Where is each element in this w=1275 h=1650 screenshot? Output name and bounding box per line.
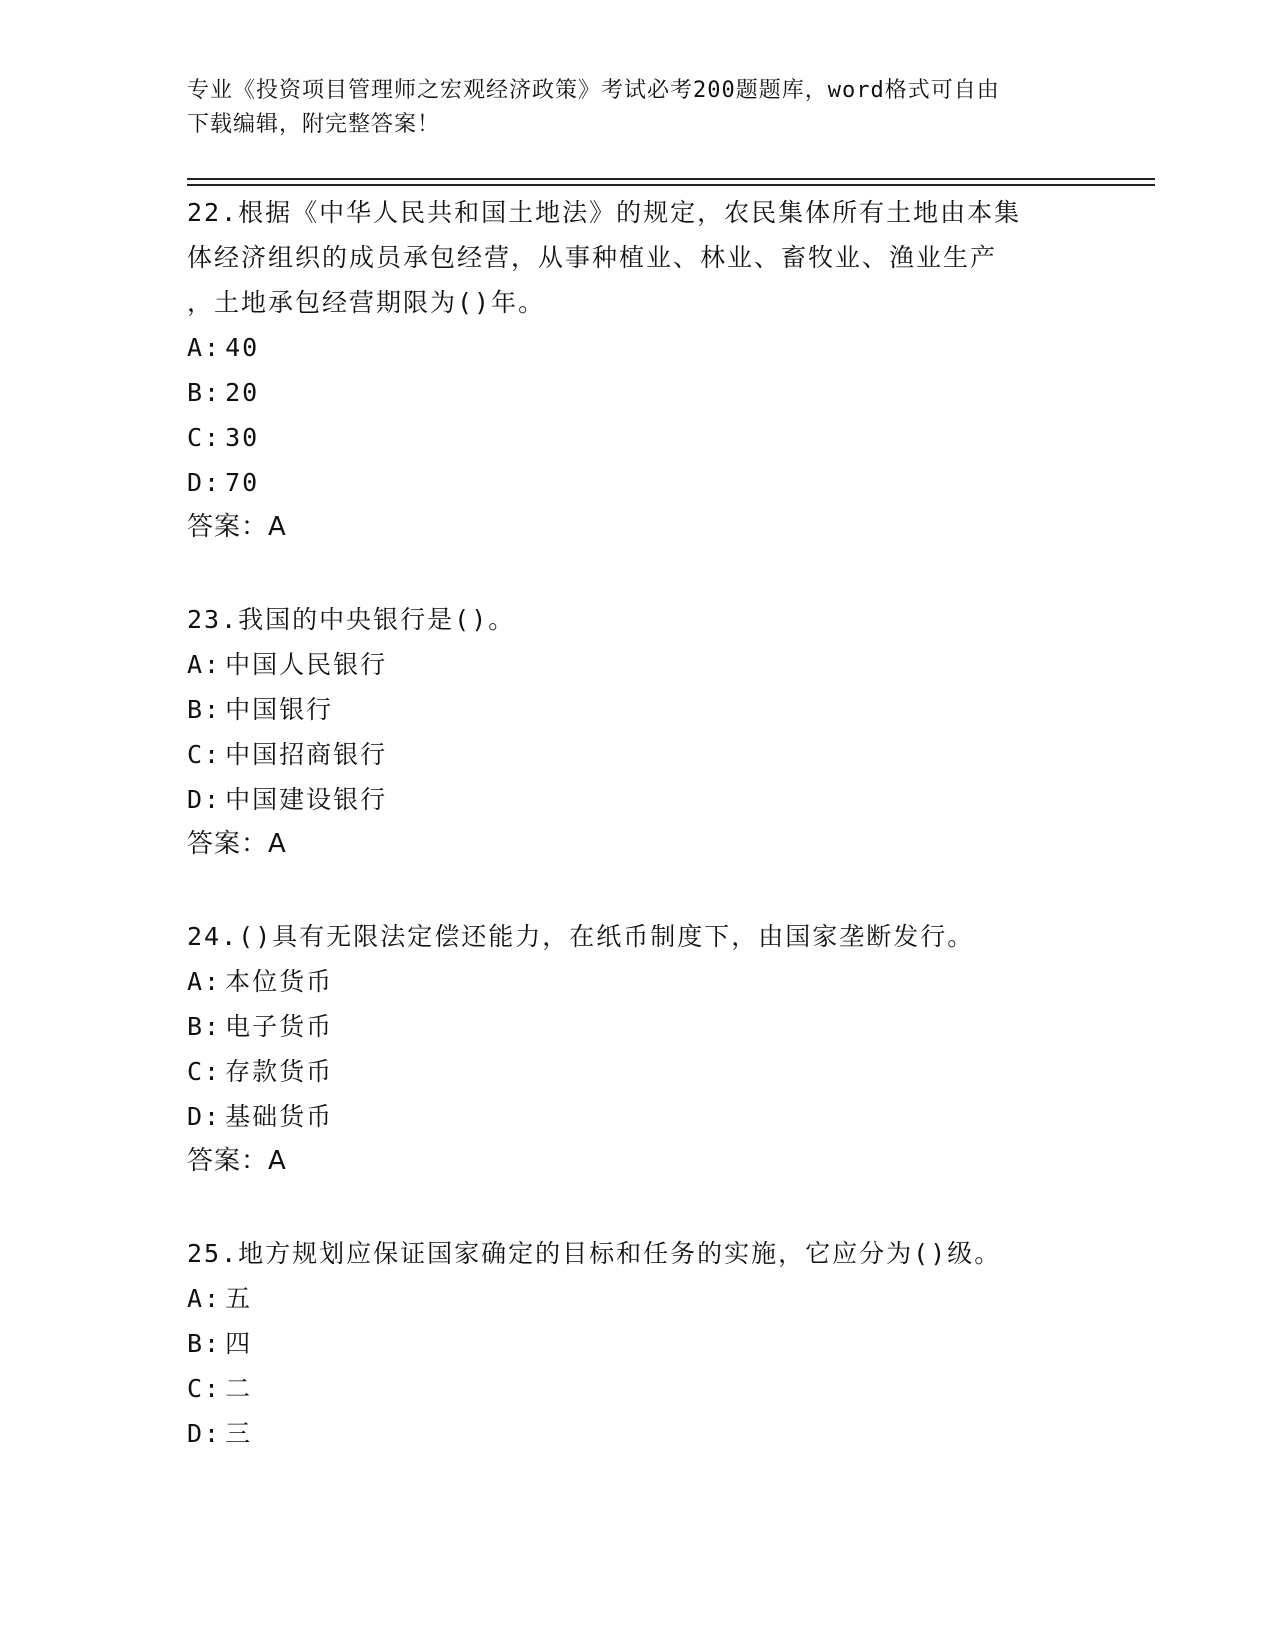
option-letter: A: bbox=[187, 650, 222, 679]
option-letter: D: bbox=[187, 1102, 222, 1131]
option-letter: C: bbox=[187, 423, 222, 452]
option-value: 存款货币 bbox=[225, 1057, 334, 1086]
option-b bbox=[187, 370, 1087, 415]
option-letter: B: bbox=[187, 695, 222, 724]
header-line-2: 下载编辑，附完整答案！ bbox=[187, 112, 441, 137]
answer-line: 答案：A bbox=[187, 829, 287, 859]
option-value: 中国银行 bbox=[225, 695, 334, 724]
question-stem-line: 25.地方规划应保证国家确定的目标和任务的实施，它应分为()级。 bbox=[187, 1239, 1002, 1268]
question-stem-line: ，土地承包经营期限为()年。 bbox=[187, 288, 546, 317]
option-c bbox=[187, 1366, 1087, 1411]
option-value: 30 bbox=[225, 423, 260, 452]
question-stem-line: 23.我国的中央银行是()。 bbox=[187, 605, 516, 634]
option-letter: C: bbox=[187, 740, 222, 769]
question-25 bbox=[187, 1231, 1087, 1456]
question-24 bbox=[187, 914, 1087, 1184]
answer-line: 答案：A bbox=[187, 1146, 287, 1176]
option-c bbox=[187, 415, 1087, 460]
answer-line: 答案：A bbox=[187, 512, 287, 542]
header-divider-top bbox=[187, 178, 1155, 180]
option-letter: C: bbox=[187, 1057, 222, 1086]
option-a bbox=[187, 642, 1087, 687]
option-value: 中国招商银行 bbox=[225, 740, 388, 769]
option-c bbox=[187, 1049, 1087, 1094]
document-header bbox=[187, 74, 1067, 142]
option-b bbox=[187, 687, 1087, 732]
option-letter: D: bbox=[187, 468, 222, 497]
option-b bbox=[187, 1004, 1087, 1049]
option-value: 中国建设银行 bbox=[225, 785, 388, 814]
option-value: 四 bbox=[225, 1329, 253, 1358]
option-letter: D: bbox=[187, 1419, 222, 1448]
option-a bbox=[187, 325, 1087, 370]
option-d bbox=[187, 1411, 1087, 1456]
option-value: 40 bbox=[225, 333, 260, 362]
option-d bbox=[187, 777, 1087, 822]
question-22 bbox=[187, 190, 1087, 550]
question-stem-line: 体经济组织的成员承包经营，从事种植业、林业、畜牧业、渔业生产 bbox=[187, 243, 998, 272]
question-23 bbox=[187, 597, 1087, 867]
option-value: 五 bbox=[225, 1284, 253, 1313]
option-letter: C: bbox=[187, 1374, 222, 1403]
option-a bbox=[187, 959, 1087, 1004]
option-value: 三 bbox=[225, 1419, 253, 1448]
option-letter: B: bbox=[187, 1012, 222, 1041]
option-value: 中国人民银行 bbox=[225, 650, 388, 679]
option-b bbox=[187, 1321, 1087, 1366]
option-letter: B: bbox=[187, 378, 222, 407]
question-stem-line: 24.()具有无限法定偿还能力，在纸币制度下，由国家垄断发行。 bbox=[187, 922, 975, 951]
question-stem-line: 22.根据《中华人民共和国土地法》的规定，农民集体所有土地由本集 bbox=[187, 198, 1022, 227]
option-value: 二 bbox=[225, 1374, 253, 1403]
option-d bbox=[187, 1094, 1087, 1139]
option-a bbox=[187, 1276, 1087, 1321]
question-list bbox=[187, 190, 1087, 1503]
option-value: 电子货币 bbox=[225, 1012, 334, 1041]
header-divider-bottom bbox=[187, 184, 1155, 186]
option-c bbox=[187, 732, 1087, 777]
option-letter: A: bbox=[187, 967, 222, 996]
option-value: 本位货币 bbox=[225, 967, 334, 996]
option-value: 基础货币 bbox=[225, 1102, 334, 1131]
option-value: 20 bbox=[225, 378, 260, 407]
option-letter: B: bbox=[187, 1329, 222, 1358]
option-letter: D: bbox=[187, 785, 222, 814]
option-d bbox=[187, 460, 1087, 505]
header-line-1: 专业《投资项目管理师之宏观经济政策》考试必考200题题库，word格式可自由 bbox=[187, 78, 1000, 103]
option-letter: A: bbox=[187, 1284, 222, 1313]
option-letter: A: bbox=[187, 333, 222, 362]
option-value: 70 bbox=[225, 468, 260, 497]
